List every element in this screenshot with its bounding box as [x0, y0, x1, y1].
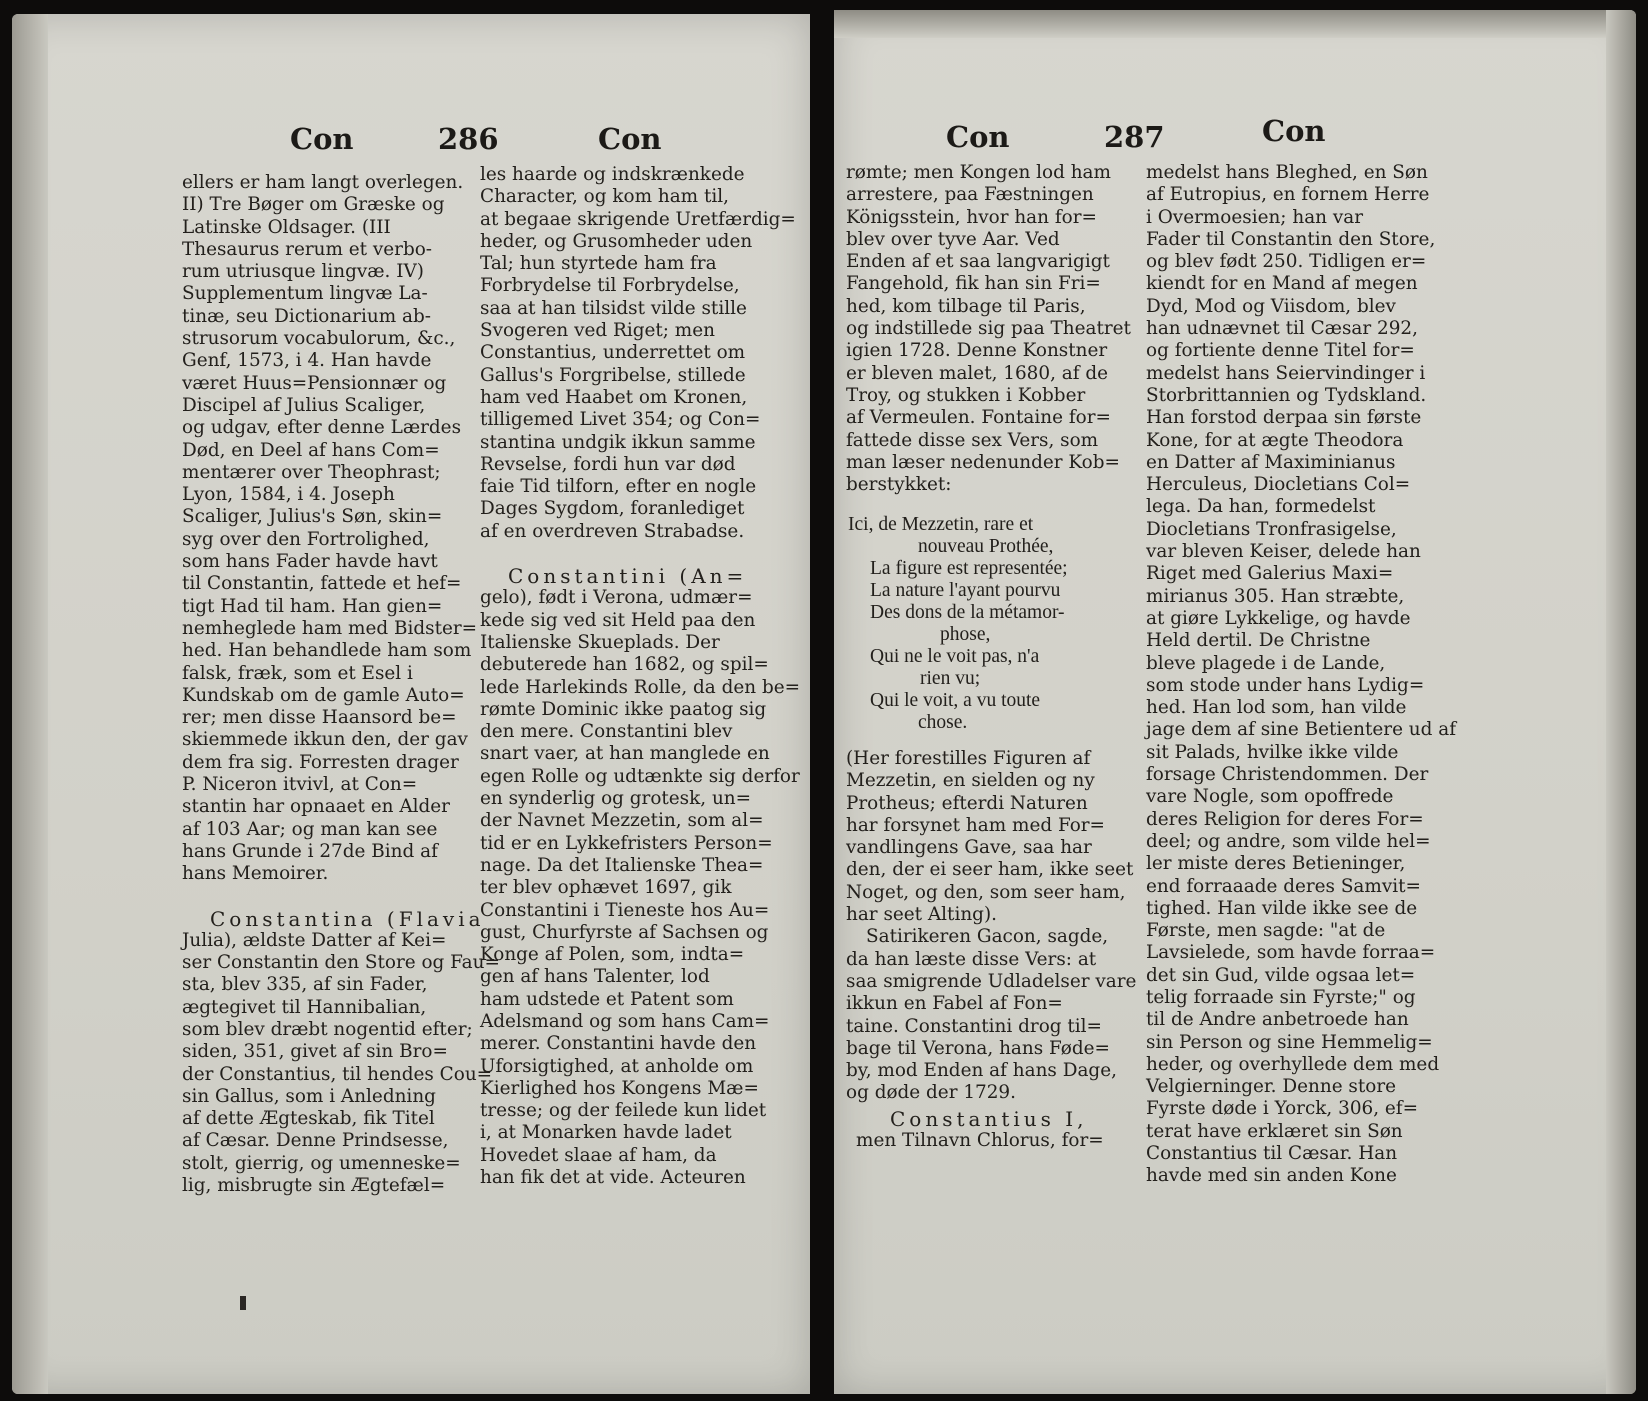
text-line: der Constantius, til hendes Cou=: [182, 1063, 493, 1085]
text-line: hed. Han lod som, han vilde: [1146, 697, 1407, 719]
text-line: Dyd, Mod og Viisdom, blev: [1146, 295, 1396, 317]
text-line: falsk, fræk, som et Esel i: [182, 662, 413, 684]
text-line: heder, og Grusomheder uden: [480, 230, 753, 252]
text-line: terat have erklæret sin Søn: [1146, 1120, 1403, 1142]
text-line: Fader til Constantin den Store,: [1146, 228, 1436, 250]
text-line: dem fra sig. Forresten drager: [182, 751, 459, 773]
text-line: Supplementum lingvæ La-: [182, 283, 428, 305]
right-page-column-2: [1146, 162, 1457, 1188]
header-word-left: Con: [290, 122, 354, 156]
text-line: gelo), født i Verona, udmær=: [480, 587, 753, 609]
text-line: Konge af Polen, som, indta=: [480, 944, 745, 966]
text-line: af Cæsar. Denne Prindsesse,: [182, 1130, 449, 1152]
text-line: Constantini (An=: [508, 564, 748, 589]
text-line: II) Tre Bøger om Græske og: [182, 194, 445, 216]
text-line: rer; men disse Haansord be=: [182, 707, 457, 729]
text-line: Riget med Galerius Maxi=: [1146, 563, 1394, 585]
text-line: kede sig ved sit Held paa den: [480, 609, 756, 631]
text-line: og indstillede sig paa Theatret: [846, 318, 1131, 340]
text-line: Storbrittannien og Tydskland.: [1146, 384, 1427, 406]
text-line: Noget, og den, som seer ham,: [846, 881, 1126, 903]
left-page-column-2: [480, 164, 801, 1189]
right-page-column-1-top: [846, 162, 1136, 496]
text-line: saa smigrende Udladelser vare: [846, 970, 1137, 992]
text-line: Latinske Oldsager. (III: [182, 216, 391, 238]
header-word-left: Con: [946, 120, 1010, 154]
text-line: Hovedet slaae af ham, da: [480, 1144, 717, 1166]
text-line: vare Nogle, som opoffrede: [1146, 786, 1394, 808]
text-line: men Tilnavn Chlorus, for=: [856, 1130, 1104, 1152]
header-word-right: Con: [598, 122, 662, 156]
text-line: man læser nedenunder Kob=: [846, 451, 1120, 473]
text-line: Død, en Deel af hans Com=: [182, 439, 440, 461]
text-line: Gallus's Forgribelse, stillede: [480, 364, 746, 386]
left-page-header: [12, 122, 810, 162]
text-line: igien 1728. Denne Konstner: [846, 340, 1108, 362]
text-line: hans Grunde i 27de Bind af: [182, 840, 438, 862]
text-line: Diocletians Tronfrasigelse,: [1146, 518, 1397, 540]
text-line: debuterede han 1682, og spil=: [480, 654, 769, 676]
text-line: Kundskab om de gamle Auto=: [182, 684, 465, 706]
text-line: ser Constantin den Store og Fau=: [182, 952, 500, 974]
text-line: by, mod Enden af hans Dage,: [846, 1060, 1117, 1082]
text-line: siden, 351, givet af sin Bro=: [182, 1041, 448, 1063]
right-page-column-1-bottom: [846, 748, 1136, 1105]
text-line: Fangehold, fik han sin Fri=: [846, 273, 1101, 295]
verse-line: phose,: [940, 624, 991, 645]
text-line: Thesaurus rerum et verbo-: [182, 238, 432, 260]
text-line: telig forraade sin Fyrste;" og: [1146, 986, 1416, 1008]
right-page: [834, 10, 1636, 1394]
text-line: det sin Gud, vilde ogsaa let=: [1146, 964, 1416, 986]
text-line: gen af hans Talenter, lod: [480, 966, 710, 988]
text-line: til de Andre anbetroede han: [1146, 1009, 1409, 1031]
left-page: [12, 14, 810, 1394]
text-line: Svogeren ved Riget; men: [480, 320, 715, 342]
text-line: hed. Han behandlede ham som: [182, 640, 472, 662]
text-line: jage dem af sine Betientere ud af: [1146, 719, 1457, 741]
text-line: ham udstede et Patent som: [480, 988, 734, 1010]
text-line: end forraaade deres Samvit=: [1146, 875, 1421, 897]
text-line: at giøre Lykkelige, og havde: [1146, 607, 1411, 629]
text-line: at begaae skrigende Uretfærdig=: [480, 208, 796, 230]
text-line: af Eutropius, en fornem Herre: [1146, 184, 1430, 206]
text-line: Genf, 1573, i 4. Han havde: [182, 350, 432, 372]
text-line: af Vermeulen. Fontaine for=: [846, 407, 1111, 429]
text-line: tilligemed Livet 354; og Con=: [480, 409, 761, 431]
text-line: Tal; hun styrtede ham fra: [480, 253, 717, 275]
text-line: rum utriusque lingvæ. IV): [182, 261, 424, 283]
text-line: til Constantin, fattede et hef=: [182, 573, 462, 595]
text-line: faie Tid tilforn, efter en nogle: [480, 476, 757, 498]
verse-line: Qui ne le voit pas, n'a: [870, 646, 1040, 667]
text-line: skiemmede ikkun den, der gav: [182, 729, 468, 751]
text-line: tighed. Han vilde ikke see de: [1146, 897, 1418, 919]
text-line: Enden af et saa langvarigigt: [846, 251, 1110, 273]
verse-line: rien vu;: [920, 668, 981, 689]
text-line: Første, men sagde: "at de: [1146, 920, 1386, 942]
text-line: deel; og andre, som vilde hel=: [1146, 830, 1431, 852]
page-number: 287: [1104, 120, 1165, 154]
text-line: var bleven Keiser, delede han: [1146, 541, 1421, 563]
text-line: Character, og kom ham til,: [480, 186, 729, 208]
text-line: ter blev ophævet 1697, gik: [480, 877, 732, 899]
text-line: tinæ, seu Dictionarium ab-: [182, 305, 431, 327]
text-line: da han læste disse Vers: at: [846, 948, 1097, 970]
text-line: heder, og overhyllede dem med: [1146, 1053, 1440, 1075]
text-line: Constantini i Tieneste hos Au=: [480, 899, 770, 921]
text-line: fattede disse sex Vers, som: [846, 429, 1099, 451]
text-line: og blev født 250. Tidligen er=: [1146, 251, 1427, 273]
text-line: Scaliger, Julius's Søn, skin=: [182, 506, 443, 528]
text-line: og udgav, efter denne Lærdes: [182, 417, 462, 439]
text-line: Dages Sygdom, foranlediget: [480, 498, 745, 520]
text-line: ler miste deres Betieninger,: [1146, 853, 1406, 875]
text-line: lega. Da han, formedelst: [1146, 496, 1376, 518]
text-line: kiendt for en Mand af megen: [1146, 273, 1418, 295]
verse-line: Ici, de Mezzetin, rare et: [848, 514, 1034, 535]
text-line: han fik det at vide. Acteuren: [480, 1167, 746, 1189]
text-line: syg over den Fortrolighed,: [182, 528, 430, 550]
text-line: medelst hans Bleghed, en Søn: [1146, 162, 1428, 183]
text-line: mirianus 305. Han stræbte,: [1146, 585, 1405, 607]
text-line: taine. Constantini drog til=: [846, 1015, 1102, 1037]
text-line: gust, Churfyrste af Sachsen og: [480, 921, 769, 943]
verse-line: Qui le voit, a vu toute: [870, 690, 1041, 711]
text-line: været Huus=Pensionnær og: [182, 372, 447, 394]
text-line: rømte; men Kongen lod ham: [846, 162, 1111, 183]
text-line: medelst hans Seiervindinger i: [1146, 362, 1426, 384]
text-line: les haarde og indskrænkede: [480, 164, 745, 185]
text-line: i, at Monarken havde ladet: [480, 1122, 732, 1144]
verse-line: Des dons de la métamor-: [870, 602, 1065, 623]
text-line: hed, kom tilbage til Paris,: [846, 295, 1086, 317]
text-line: Discipel af Julius Scaliger,: [182, 394, 426, 416]
verse-line: nouveau Prothée,: [918, 536, 1054, 557]
text-line: og fortiente denne Titel for=: [1146, 340, 1415, 362]
text-line: merer. Constantini havde den: [480, 1033, 757, 1055]
text-line: stantina undgik ikkun samme: [480, 431, 756, 453]
verse-line: chose.: [918, 712, 968, 733]
header-word-right: Con: [1262, 114, 1326, 148]
text-line: som hans Fader havde havt: [182, 551, 438, 573]
text-line: sit Palads, hvilke ikke vilde: [1146, 741, 1399, 763]
text-line: deres Religion for deres For=: [1146, 808, 1424, 830]
text-line: Kierlighed hos Kongens Mæ=: [480, 1077, 759, 1099]
text-line: Uforsigtighed, at anholde om: [480, 1055, 754, 1077]
text-line: Constantius til Cæsar. Han: [1146, 1143, 1398, 1165]
text-line: tigt Had til ham. Han gien=: [182, 595, 443, 617]
text-line: den mere. Constantini blev: [480, 721, 733, 743]
text-line: Kone, for at ægte Theodora: [1146, 429, 1404, 451]
text-line: blev over tyve Aar. Ved: [846, 228, 1060, 250]
text-line: sta, blev 335, af sin Fader,: [182, 974, 428, 996]
text-line: der Navnet Mezzetin, som al=: [480, 810, 764, 832]
text-line: tid er en Lykkefristers Person=: [480, 832, 773, 854]
text-line: arrestere, paa Fæstningen: [846, 184, 1094, 206]
text-line: den, der ei seer ham, ikke seet: [846, 859, 1134, 881]
text-line: stantin har opnaaet en Alder: [182, 796, 450, 818]
text-line: Han forstod derpaa sin første: [1146, 407, 1422, 429]
text-line: sin Gallus, som i Anledning: [182, 1085, 436, 1107]
text-line: er bleven malet, 1680, af de: [846, 362, 1109, 384]
text-line: Constantina (Flavia: [210, 906, 485, 931]
text-line: Constantius, underrettet om: [480, 342, 746, 364]
text-line: lig, misbrugte sin Ægtefæl=: [182, 1175, 446, 1197]
text-line: som blev dræbt nogentid efter;: [182, 1018, 473, 1040]
text-line: har forsynet ham med For=: [846, 814, 1105, 836]
text-line: ægtegivet til Hannibalian,: [182, 996, 427, 1018]
text-line: en synderlig og grotesk, un=: [480, 788, 752, 810]
verse-line: La nature l'ayant pourvu: [870, 580, 1061, 601]
text-line: Adelsmand og som hans Cam=: [480, 1010, 770, 1032]
text-line: hans Memoirer.: [182, 863, 329, 885]
text-line: rømte Dominic ikke paatog sig: [480, 698, 767, 720]
text-line: i Overmoesien; han var: [1146, 206, 1363, 228]
text-line: bleve plagede i de Lande,: [1146, 652, 1386, 674]
text-line: strusorum vocabulorum, &c.,: [182, 328, 456, 350]
text-line: berstykket:: [846, 474, 952, 496]
text-line: (Her forestilles Figuren af: [846, 748, 1091, 769]
text-line: ham ved Haabet om Kronen,: [480, 386, 748, 408]
text-line: af 103 Aar; og man kan see: [182, 818, 438, 840]
verse-block: [848, 514, 1138, 734]
text-line: Königsstein, hvor han for=: [846, 206, 1097, 228]
text-line: Lavsielede, som havde forraa=: [1146, 942, 1436, 964]
entry-heading-constantius: [856, 1108, 1146, 1153]
text-line: Italienske Skueplads. Der: [480, 631, 720, 653]
text-line: Held dertil. De Christne: [1146, 630, 1371, 652]
text-line: Julia), ældste Datter af Kei=: [182, 929, 447, 951]
text-line: han udnævnet til Cæsar 292,: [1146, 318, 1418, 340]
text-line: Troy, og stukken i Kobber: [846, 384, 1086, 406]
text-line: havde med sin anden Kone: [1146, 1165, 1397, 1187]
text-line: tresse; og der feilede kun lidet: [480, 1100, 767, 1122]
text-line: Velgierninger. Denne store: [1146, 1076, 1396, 1098]
text-line: nemheglede ham med Bidster=: [182, 617, 478, 639]
text-line: en Datter af Maximinianus: [1146, 451, 1396, 473]
text-line: P. Niceron itvivl, at Con=: [182, 774, 418, 796]
text-line: som stode under hans Lydig=: [1146, 674, 1425, 696]
text-line: sin Person og sine Hemmelig=: [1146, 1031, 1433, 1053]
text-line: lede Harlekinds Rolle, da den be=: [480, 676, 801, 698]
text-line: stolt, gierrig, og umenneske=: [182, 1152, 461, 1174]
text-line: ellers er ham langt overlegen.: [182, 172, 464, 193]
text-line: af en overdreven Strabadse.: [480, 520, 745, 542]
text-line: forsage Christendommen. Der: [1146, 764, 1429, 786]
text-line: snart vaer, at han manglede en: [480, 743, 770, 765]
text-line: og døde der 1729.: [846, 1082, 1016, 1104]
text-line: egen Rolle og udtænkte sig derfor: [480, 765, 800, 787]
text-line: af dette Ægteskab, fik Titel: [182, 1108, 435, 1130]
text-line: Forbrydelse til Forbrydelse,: [480, 275, 740, 297]
text-line: mentærer over Theophrast;: [182, 461, 441, 483]
page-number: 286: [438, 122, 499, 156]
margin-mark: [240, 1296, 246, 1310]
text-line: Herculeus, Diocletians Col=: [1146, 474, 1411, 496]
text-line: Satirikeren Gacon, sagde,: [866, 926, 1109, 948]
left-page-column-1: [182, 172, 500, 1197]
text-line: Constantius I,: [890, 1107, 1088, 1131]
verse-line: La figure est representée;: [870, 558, 1068, 579]
text-line: Fyrste døde i Yorck, 306, ef=: [1146, 1098, 1419, 1120]
text-line: nage. Da det Italienske Thea=: [480, 854, 764, 876]
right-page-header: [834, 114, 1636, 158]
text-line: Revselse, fordi hun var død: [480, 453, 736, 475]
text-line: Protheus; efterdi Naturen: [846, 792, 1088, 814]
text-line: bage til Verona, hans Føde=: [846, 1037, 1110, 1059]
text-line: saa at han tilsidst vilde stille: [480, 297, 747, 319]
text-line: vandlingens Gave, saa har: [846, 837, 1092, 859]
text-line: ikkun en Fabel af Fon=: [846, 993, 1063, 1015]
text-line: Mezzetin, en sielden og ny: [846, 770, 1095, 792]
text-line: har seet Alting).: [846, 904, 997, 926]
text-line: Lyon, 1584, i 4. Joseph: [182, 484, 395, 506]
